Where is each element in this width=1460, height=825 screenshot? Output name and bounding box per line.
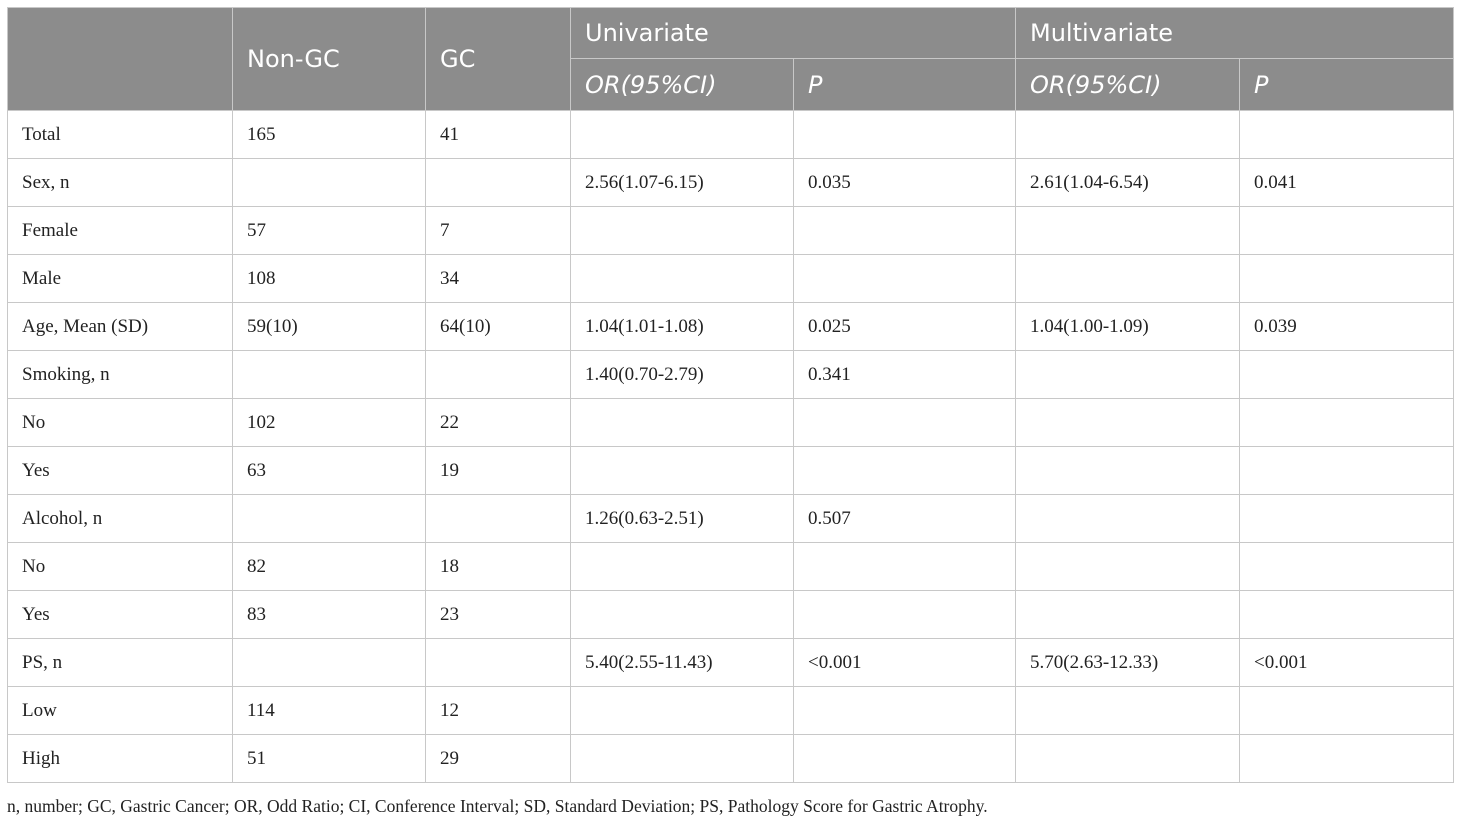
- cell-univariate-p: [794, 207, 1016, 255]
- cell-univariate-or: 5.40(2.55-11.43): [571, 639, 794, 687]
- cell-non-gc: [233, 639, 426, 687]
- cell-non-gc: 108: [233, 255, 426, 303]
- cell-multivariate-or: [1016, 591, 1240, 639]
- cell-non-gc: 63: [233, 447, 426, 495]
- cell-multivariate-or: [1016, 687, 1240, 735]
- cell-univariate-p: 0.035: [794, 159, 1016, 207]
- row-label: PS, n: [8, 639, 233, 687]
- table-row: [8, 399, 1454, 447]
- row-label: Sex, n: [8, 159, 233, 207]
- row-label: Male: [8, 255, 233, 303]
- header-non-gc: Non-GC: [233, 8, 426, 111]
- cell-multivariate-p: [1240, 255, 1454, 303]
- cell-non-gc: 57: [233, 207, 426, 255]
- cell-gc: [426, 639, 571, 687]
- cell-univariate-or: [571, 207, 794, 255]
- table-row: [8, 159, 1454, 207]
- header-blank-cell: [8, 8, 233, 111]
- cell-univariate-p: [794, 111, 1016, 159]
- row-label: Alcohol, n: [8, 495, 233, 543]
- cell-multivariate-p: [1240, 399, 1454, 447]
- cell-gc: 22: [426, 399, 571, 447]
- row-label: High: [8, 735, 233, 783]
- cell-univariate-p: [794, 687, 1016, 735]
- cell-gc: 7: [426, 207, 571, 255]
- cell-univariate-or: [571, 255, 794, 303]
- cell-non-gc: 165: [233, 111, 426, 159]
- table-row: [8, 639, 1454, 687]
- cell-gc: 23: [426, 591, 571, 639]
- header-multivariate-or: OR(95%CI): [1016, 59, 1240, 111]
- cell-univariate-p: [794, 543, 1016, 591]
- results-table: [7, 7, 1454, 783]
- cell-univariate-or: 2.56(1.07-6.15): [571, 159, 794, 207]
- cell-multivariate-p: [1240, 687, 1454, 735]
- cell-univariate-or: 1.26(0.63-2.51): [571, 495, 794, 543]
- row-label: Yes: [8, 447, 233, 495]
- table-body: [8, 111, 1454, 783]
- cell-multivariate-p: [1240, 735, 1454, 783]
- cell-gc: 29: [426, 735, 571, 783]
- table-row: [8, 735, 1454, 783]
- cell-multivariate-or: [1016, 207, 1240, 255]
- cell-univariate-or: [571, 687, 794, 735]
- cell-gc: [426, 159, 571, 207]
- cell-non-gc: [233, 351, 426, 399]
- cell-gc: 34: [426, 255, 571, 303]
- cell-gc: 12: [426, 687, 571, 735]
- table-footnote: n, number; GC, Gastric Cancer; OR, Odd Ratio; CI, Conference Interval; SD, Standard Deviation; PS, Pathology Score for Gastric Atrophy.: [7, 796, 988, 816]
- table-row: [8, 591, 1454, 639]
- header-univariate-p: P: [794, 59, 1016, 111]
- table-row: [8, 687, 1454, 735]
- cell-multivariate-or: 2.61(1.04-6.54): [1016, 159, 1240, 207]
- row-label: No: [8, 399, 233, 447]
- cell-multivariate-p: [1240, 351, 1454, 399]
- row-label: Female: [8, 207, 233, 255]
- cell-multivariate-or: 5.70(2.63-12.33): [1016, 639, 1240, 687]
- header-multivariate-p: P: [1240, 59, 1454, 111]
- cell-univariate-p: <0.001: [794, 639, 1016, 687]
- cell-univariate-p: [794, 399, 1016, 447]
- cell-multivariate-p: 0.039: [1240, 303, 1454, 351]
- cell-multivariate-p: [1240, 111, 1454, 159]
- cell-univariate-p: [794, 447, 1016, 495]
- cell-multivariate-p: [1240, 447, 1454, 495]
- cell-multivariate-or: [1016, 543, 1240, 591]
- header-gc: GC: [426, 8, 571, 111]
- cell-non-gc: [233, 159, 426, 207]
- cell-multivariate-or: [1016, 399, 1240, 447]
- table-row: [8, 111, 1454, 159]
- cell-multivariate-p: [1240, 543, 1454, 591]
- cell-multivariate-p: [1240, 495, 1454, 543]
- cell-univariate-or: [571, 111, 794, 159]
- cell-univariate-p: 0.507: [794, 495, 1016, 543]
- cell-multivariate-p: [1240, 207, 1454, 255]
- row-label: Low: [8, 687, 233, 735]
- cell-univariate-or: [571, 735, 794, 783]
- cell-multivariate-or: 1.04(1.00-1.09): [1016, 303, 1240, 351]
- cell-univariate-or: [571, 543, 794, 591]
- cell-gc: 19: [426, 447, 571, 495]
- cell-non-gc: 102: [233, 399, 426, 447]
- table-row: [8, 255, 1454, 303]
- cell-multivariate-p: <0.001: [1240, 639, 1454, 687]
- table-header: [8, 8, 1454, 111]
- table-row: [8, 447, 1454, 495]
- cell-multivariate-or: [1016, 735, 1240, 783]
- cell-gc: 64(10): [426, 303, 571, 351]
- row-label: Age, Mean (SD): [8, 303, 233, 351]
- cell-gc: 18: [426, 543, 571, 591]
- cell-non-gc: 83: [233, 591, 426, 639]
- cell-gc: [426, 351, 571, 399]
- cell-multivariate-p: 0.041: [1240, 159, 1454, 207]
- table-row: [8, 207, 1454, 255]
- header-univariate-or: OR(95%CI): [571, 59, 794, 111]
- cell-univariate-or: [571, 399, 794, 447]
- cell-univariate-p: 0.025: [794, 303, 1016, 351]
- row-label: Total: [8, 111, 233, 159]
- cell-multivariate-p: [1240, 591, 1454, 639]
- cell-non-gc: 59(10): [233, 303, 426, 351]
- table-row: [8, 303, 1454, 351]
- cell-univariate-p: [794, 255, 1016, 303]
- cell-univariate-or: 1.40(0.70-2.79): [571, 351, 794, 399]
- cell-gc: [426, 495, 571, 543]
- row-label: No: [8, 543, 233, 591]
- cell-multivariate-or: [1016, 495, 1240, 543]
- cell-multivariate-or: [1016, 447, 1240, 495]
- table-row: [8, 495, 1454, 543]
- cell-multivariate-or: [1016, 351, 1240, 399]
- cell-univariate-or: 1.04(1.01-1.08): [571, 303, 794, 351]
- table-row: [8, 543, 1454, 591]
- row-label: Yes: [8, 591, 233, 639]
- cell-non-gc: 114: [233, 687, 426, 735]
- cell-univariate-or: [571, 447, 794, 495]
- cell-multivariate-or: [1016, 255, 1240, 303]
- cell-non-gc: [233, 495, 426, 543]
- cell-univariate-p: [794, 591, 1016, 639]
- cell-multivariate-or: [1016, 111, 1240, 159]
- header-multivariate: Multivariate: [1016, 8, 1454, 59]
- cell-univariate-p: [794, 735, 1016, 783]
- cell-non-gc: 51: [233, 735, 426, 783]
- cell-univariate-p: 0.341: [794, 351, 1016, 399]
- cell-gc: 41: [426, 111, 571, 159]
- header-univariate: Univariate: [571, 8, 1016, 59]
- table-row: [8, 351, 1454, 399]
- cell-univariate-or: [571, 591, 794, 639]
- cell-non-gc: 82: [233, 543, 426, 591]
- row-label: Smoking, n: [8, 351, 233, 399]
